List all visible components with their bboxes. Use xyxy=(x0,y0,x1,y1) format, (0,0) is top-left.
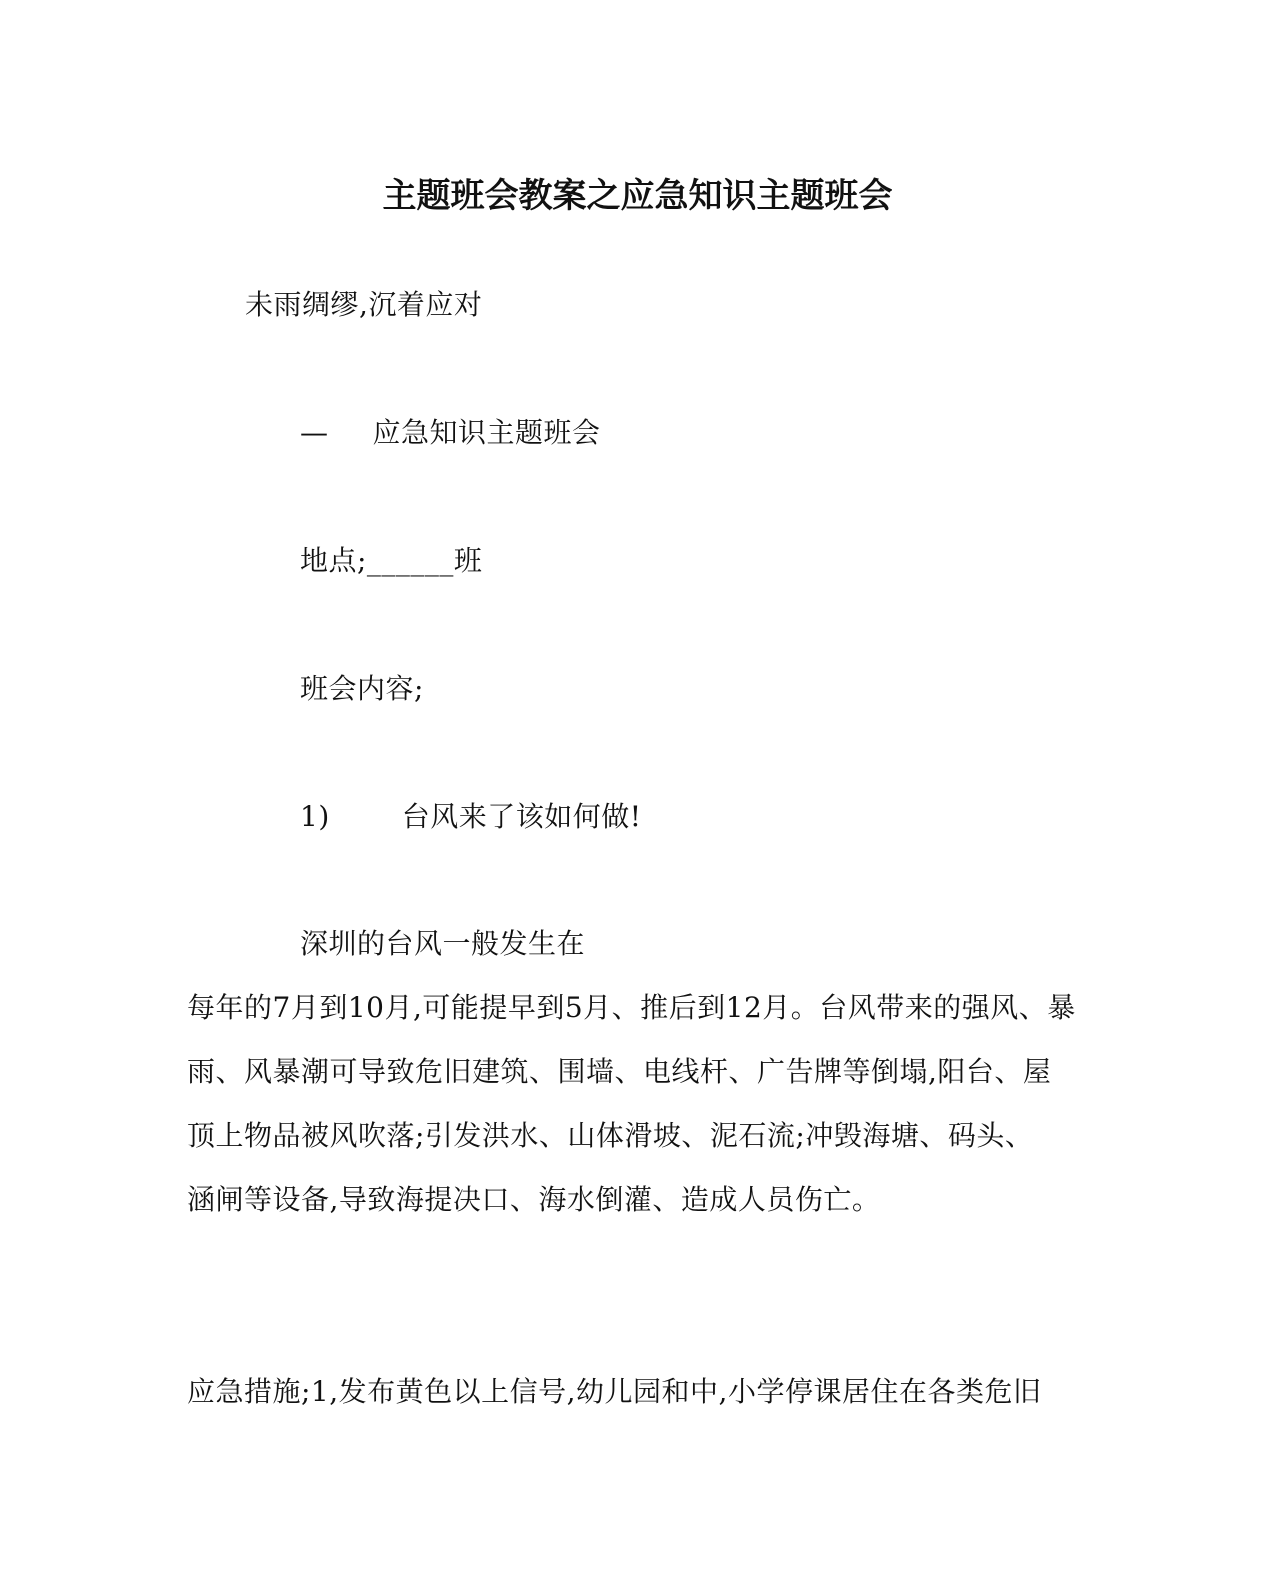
paragraph-1-line: 每年的7月到10月,可能提早到5月、推后到12月。台风带来的强风、暴 xyxy=(187,991,1076,1024)
paragraph-1-line: 涵闸等设备,导致海提决口、海水倒灌、造成人员伤亡。 xyxy=(187,1183,881,1216)
document-title: 主题班会教案之应急知识主题班会 xyxy=(382,176,893,216)
theme-dash: — xyxy=(300,416,329,449)
content-heading: 班会内容; xyxy=(300,672,424,705)
paragraph-2-line: 应急措施;1,发布黄色以上信号,幼儿园和中,小学停课居住在各类危旧 xyxy=(187,1375,1042,1408)
theme-text: 应急知识主题班会 xyxy=(372,416,601,449)
paragraph-1-first-line: 深圳的台风一般发生在 xyxy=(300,927,586,960)
paragraph-1-line: 顶上物品被风吹落;引发洪水、山体滑坡、泥石流;冲毁海塘、码头、 xyxy=(187,1119,1034,1152)
item-heading xyxy=(300,799,642,835)
location-line: 地点;______班 xyxy=(300,544,483,577)
item-number: 1) xyxy=(300,800,330,833)
item-title: 台风来了该如何做! xyxy=(401,800,642,833)
theme-line xyxy=(300,415,601,451)
paragraph-1-line: 雨、风暴潮可导致危旧建筑、围墙、电线杆、广告牌等倒塌,阳台、屋 xyxy=(187,1055,1052,1088)
subtitle: 未雨绸缪,沉着应对 xyxy=(245,288,483,321)
